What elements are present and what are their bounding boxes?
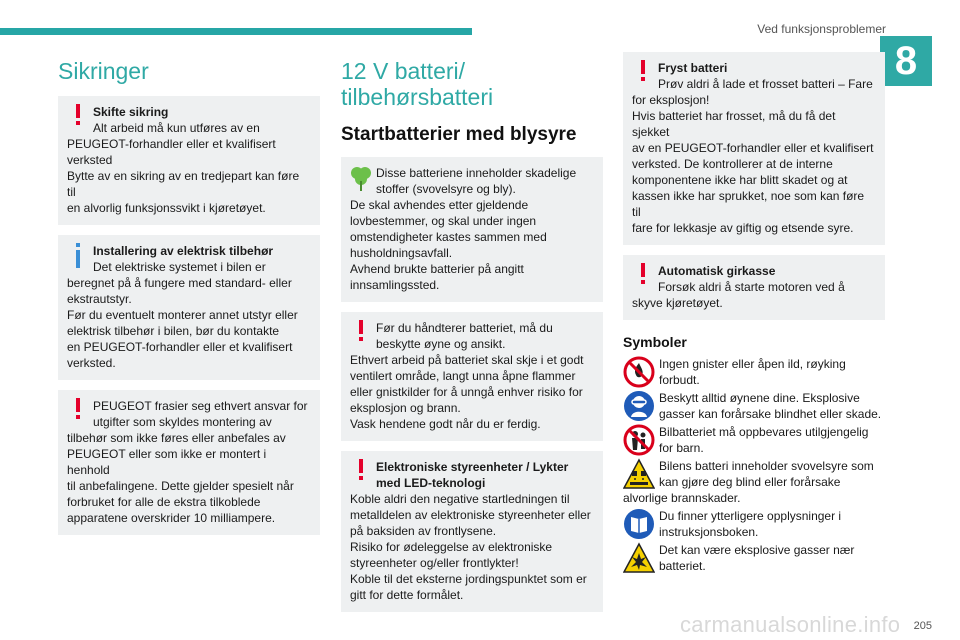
heading-battery: [341, 58, 603, 110]
box-line: en alvorlig funksjonssvikt i kjøretøyet.: [67, 201, 266, 215]
chapter-number: 8: [880, 36, 932, 86]
box-line: Prøv aldri å lade et frosset batteri – Fare: [658, 77, 873, 91]
box-line: Forsøk aldri å starte motoren ved å: [658, 280, 845, 294]
box-line: PEUGEOT-forhandler eller et kvalifisert: [67, 137, 276, 151]
column-battery-cont: [623, 52, 885, 576]
box-line: Det elektriske systemet i bilen er: [93, 260, 266, 274]
box-line: Avhend brukte batterier på angitt: [350, 262, 524, 276]
box-line: styreenheter og/eller frontlykter!: [350, 556, 519, 570]
column-battery: [341, 52, 603, 622]
box-line: eller gnistkilder for å unngå enhver risiko for: [350, 385, 583, 399]
symbol-row: [623, 542, 885, 574]
symbol-text: alvorlige brannskader.: [623, 491, 741, 505]
symbol-text: kan gjøre deg blind eller forårsake: [659, 475, 841, 489]
box-line: innsamlingssted.: [350, 278, 440, 292]
recycle-icon: [350, 165, 372, 197]
box-line: lovbestemmer, og skal under ingen: [350, 214, 537, 228]
warning-box-handling: [341, 312, 603, 441]
box-line: PEUGEOT frasier seg ethvert ansvar for: [93, 399, 308, 413]
warning-icon: [67, 398, 89, 430]
box-line: skyve kjøretøyet.: [632, 296, 723, 310]
symbol-row: [623, 508, 885, 540]
box-line: Disse batteriene inneholder skadelige: [376, 166, 577, 180]
box-line: Koble aldri den negative startledningen til: [350, 492, 570, 506]
box-line: Vask hendene godt når du er ferdig.: [350, 417, 541, 431]
symbol-row: [623, 458, 885, 490]
box-line: for eksplosjon!: [632, 93, 710, 107]
warning-box-automatic-gearbox: [623, 255, 885, 320]
box-heading: med LED-teknologi: [376, 476, 486, 490]
heading-battery-line1: 12 V batteri/: [341, 58, 466, 84]
subheading-lead-acid: Startbatterier med blysyre: [341, 124, 577, 145]
symbol-text: forbudt.: [659, 373, 700, 387]
box-line: eksplosjon og brann.: [350, 401, 461, 415]
warning-box-replace-fuse: [58, 96, 320, 225]
symbol-text: Bilbatteriet må oppbevares utilgjengelig: [659, 425, 869, 439]
heading-battery-line2: tilbehørsbatteri: [341, 84, 494, 110]
warning-box-liability: [58, 390, 320, 535]
warning-icon: [67, 104, 89, 136]
box-line: verksted. De kontrollerer at de interne: [632, 157, 833, 171]
box-line: Koble til det eksterne jordingspunktet som er: [350, 572, 587, 586]
symbol-text: Det kan være eksplosive gasser nær: [659, 543, 855, 557]
box-line: stoffer (svovelsyre og bly).: [376, 182, 516, 196]
page-number: 205: [913, 620, 932, 632]
box-line: verksted.: [67, 356, 116, 370]
box-line: fare for lekkasje av giftig og etsende syre.: [632, 221, 854, 235]
box-line: Risiko for ødeleggelse av elektroniske: [350, 540, 553, 554]
symbol-text: Beskytt alltid øynene dine. Eksplosive: [659, 391, 860, 405]
header-accent-bar: [0, 28, 472, 35]
box-line: omstendigheter kastes sammen med: [350, 230, 547, 244]
symbol-row: [623, 424, 885, 456]
box-heading: Installering av elektrisk tilbehør: [93, 244, 274, 258]
box-line: ventilert område, langt unna åpne flammer: [350, 369, 576, 383]
box-line: ekstrautstyr.: [67, 292, 132, 306]
info-icon: [67, 243, 89, 275]
warning-box-electronic-units: [341, 451, 603, 612]
warning-icon: [350, 459, 372, 491]
box-line: tilbehør som ikke føres eller anbefales av: [67, 431, 286, 445]
box-line: kassen ikke har sprukket, noe som kan føre til: [632, 189, 865, 219]
box-line: komponentene ikke har blitt skadet og at: [632, 173, 848, 187]
box-line: Før du eventuelt monterer annet utstyr eller: [67, 308, 298, 322]
box-line: Før du håndterer batteriet, må du: [376, 321, 553, 335]
box-heading: Automatisk girkasse: [658, 264, 776, 278]
no-flame-icon: [623, 356, 655, 388]
eye-protection-icon: [623, 390, 655, 422]
box-line: verksted: [67, 153, 113, 167]
box-line: gitt for dette formålet.: [350, 588, 464, 602]
box-line: forbruket for alle de ekstra tilkoblede: [67, 495, 261, 509]
section-title: Ved funksjonsproblemer: [757, 22, 886, 36]
box-line: Hvis batteriet har frosset, må du få det sjekket: [632, 109, 836, 139]
info-box-electrical-accessories: [58, 235, 320, 380]
box-line: Bytte av en sikring av en tredjepart kan føre til: [67, 169, 300, 199]
warning-icon: [350, 320, 372, 352]
symbol-text: Ingen gnister eller åpen ild, røyking: [659, 357, 846, 371]
box-line: PEUGEOT eller som ikke er montert i henhold: [67, 447, 267, 477]
column-fuses: [58, 52, 320, 545]
symbol-text: Bilens batteri inneholder svovelsyre som: [659, 459, 874, 473]
box-line: en PEUGEOT-forhandler eller et kvalifisert: [67, 340, 293, 354]
explosive-icon: [623, 542, 655, 574]
box-heading: Fryst batteri: [658, 61, 728, 75]
box-line: Alt arbeid må kun utføres av en: [93, 121, 260, 135]
recycle-box: [341, 157, 603, 302]
manual-icon: [623, 508, 655, 540]
symbol-text: for barn.: [659, 441, 704, 455]
warning-icon: [632, 263, 654, 295]
box-line: metalldelen av elektroniske styreenheter eller: [350, 508, 591, 522]
symbol-row: [623, 390, 885, 422]
watermark: carmanualsonline.info: [680, 612, 901, 637]
warning-box-frozen-battery: [623, 52, 885, 245]
warning-icon: [632, 60, 654, 92]
corrosive-icon: [623, 458, 655, 490]
keep-from-children-icon: [623, 424, 655, 456]
symbol-row: [623, 356, 885, 388]
heading-symbols: Symboler: [623, 334, 687, 350]
box-heading: Skifte sikring: [93, 105, 169, 119]
symbol-text: instruksjonsboken.: [659, 525, 759, 539]
box-line: beskytte øyne og ansikt.: [376, 337, 506, 351]
box-line: Ethvert arbeid på batteriet skal skje i et godt: [350, 353, 584, 367]
heading-fuses: Sikringer: [58, 58, 149, 84]
box-line: beregnet på å fungere med standard- eller: [67, 276, 292, 290]
box-line: De skal avhendes etter gjeldende: [350, 198, 529, 212]
box-line: husholdningsavfall.: [350, 246, 453, 260]
box-line: elektrisk tilbehør i bilen, bør du kontakte: [67, 324, 280, 338]
box-line: på baksiden av frontlysene.: [350, 524, 497, 538]
box-line: apparatene overskrider 10 milliampere.: [67, 511, 276, 525]
symbol-text: gasser kan forårsake blindhet eller skade.: [659, 407, 882, 421]
symbol-text: batteriet.: [659, 559, 706, 573]
box-line: utgifter som skyldes montering av: [93, 415, 272, 429]
box-line: til anbefalingene. Dette gjelder spesielt når: [67, 479, 294, 493]
box-heading: Elektroniske styreenheter / Lykter: [376, 460, 569, 474]
symbol-text: Du finner ytterligere opplysninger i: [659, 509, 842, 523]
box-line: av en PEUGEOT-forhandler eller et kvalifisert: [632, 141, 874, 155]
